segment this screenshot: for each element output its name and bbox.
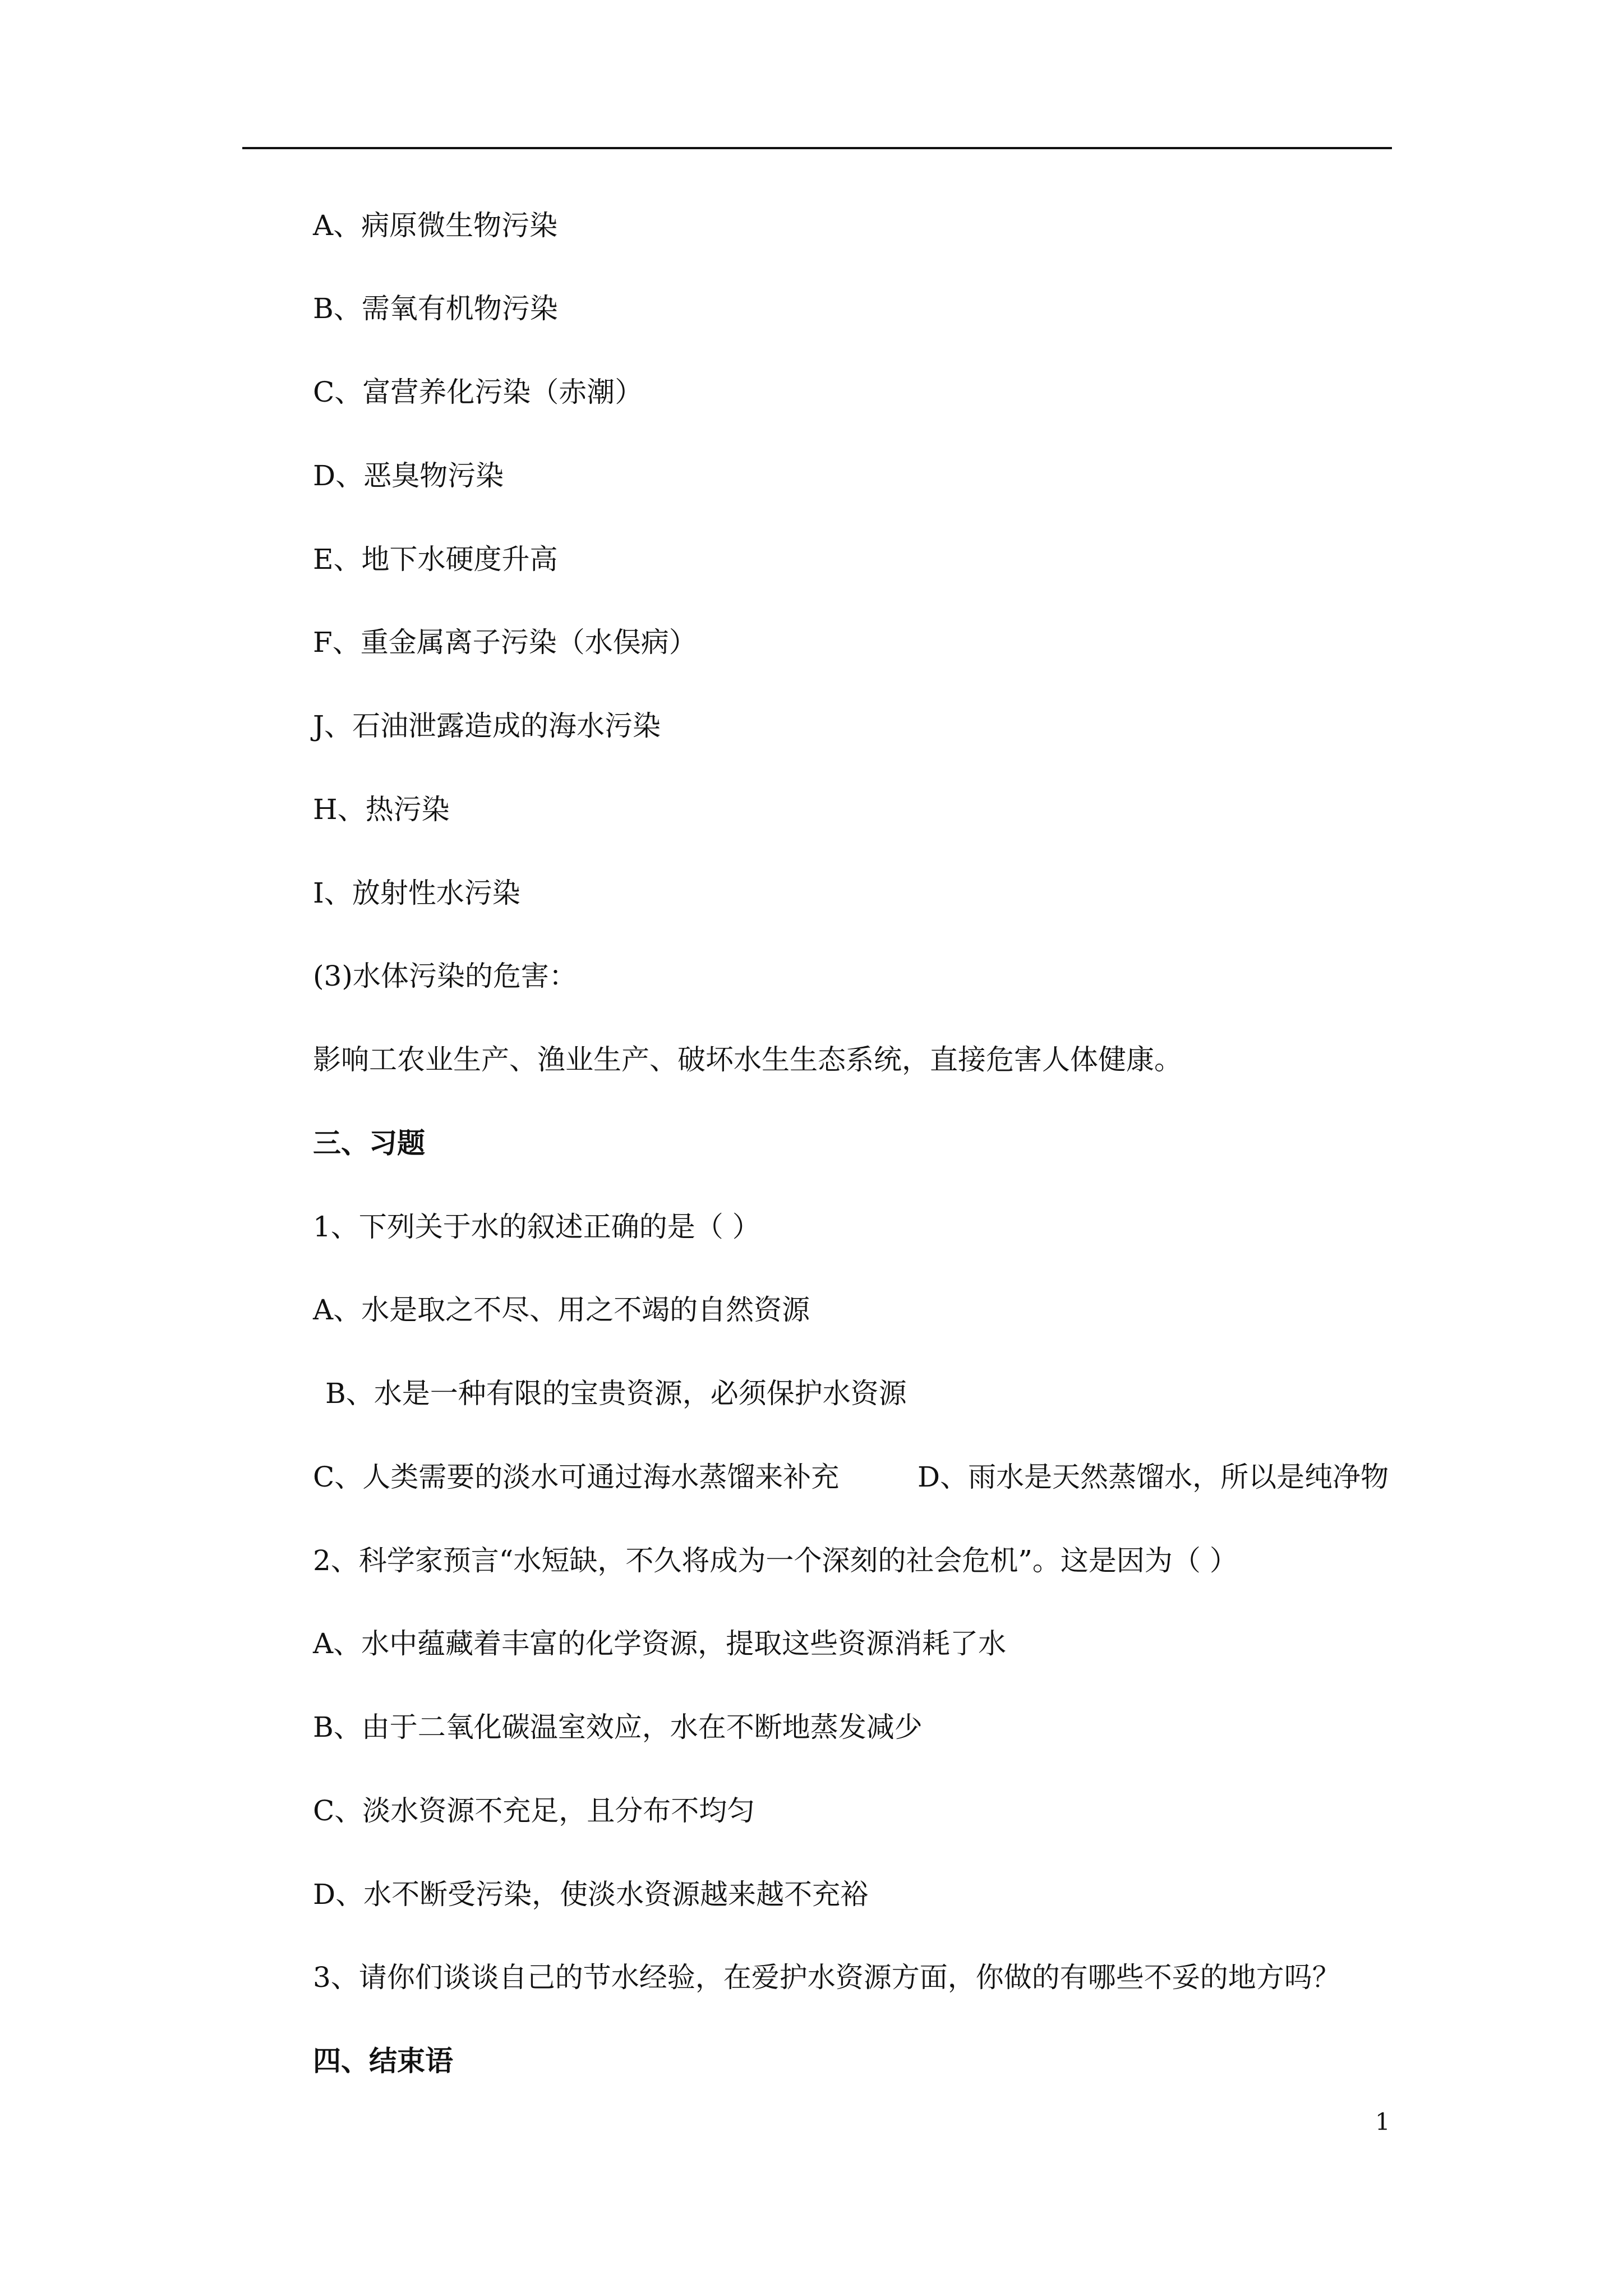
question-2-stem: 2、科学家预言“水短缺，不久将成为一个深刻的社会危机”。这是因为（ ） [313, 1544, 1238, 1577]
pollution-type-j: J、石油泄露造成的海水污染 [313, 710, 661, 742]
pollution-type-e: E、地下水硬度升高 [313, 543, 558, 576]
question-3-stem: 3、请你们谈谈自己的节水经验，在爱护水资源方面，你做的有哪些不妥的地方吗？ [313, 1961, 1340, 1994]
question-1-stem: 1、下列关于水的叙述正确的是（ ） [313, 1211, 760, 1243]
harm-heading: (3)水体污染的危害： [313, 960, 577, 992]
header-rule [242, 147, 1392, 149]
pollution-type-i: I、放射性水污染 [313, 877, 520, 909]
question-1-option-b: B、水是一种有限的宝贵资源，必须保护水资源 [325, 1377, 907, 1410]
pollution-type-h: H、热污染 [313, 793, 450, 826]
page-number: 1 [1375, 2108, 1390, 2136]
section-3-heading: 三、习题 [313, 1126, 425, 1159]
pollution-type-c: C、富营养化污染（赤潮） [313, 376, 643, 408]
question-2-option-b: B、由于二氧化碳温室效应，水在不断地蒸发减少 [313, 1711, 923, 1743]
question-2-option-d: D、水不断受污染，使淡水资源越来越不充裕 [313, 1878, 869, 1911]
question-1-option-a: A、水是取之不尽、用之不竭的自然资源 [313, 1294, 810, 1326]
question-1-option-d: D、雨水是天然蒸馏水，所以是纯净物 [917, 1461, 1389, 1493]
pollution-type-f: F、重金属离子污染（水俣病） [313, 626, 697, 659]
question-2-option-c: C、淡水资源不充足，且分布不均匀 [313, 1795, 755, 1827]
question-2-option-a: A、水中蕴藏着丰富的化学资源，提取这些资源消耗了水 [313, 1627, 1007, 1660]
pollution-type-a: A、病原微生物污染 [313, 209, 558, 242]
question-1-option-c: C、人类需要的淡水可通过海水蒸馏来补充 [313, 1461, 840, 1493]
pollution-type-b: B、需氧有机物污染 [313, 292, 558, 325]
pollution-type-d: D、恶臭物污染 [313, 459, 504, 492]
section-4-heading: 四、结束语 [313, 2044, 453, 2077]
harm-description: 影响工农业生产、渔业生产、破坏水生生态系统，直接危害人体健康。 [313, 1043, 1182, 1076]
